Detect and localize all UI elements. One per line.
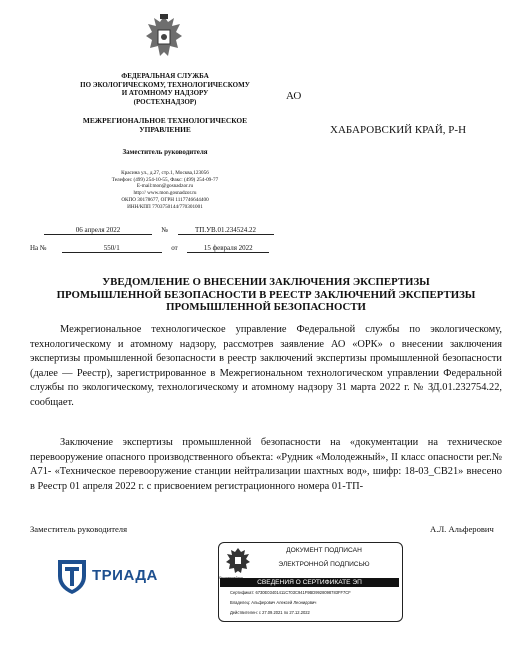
from-label: от: [171, 244, 178, 252]
triada-logo: [52, 556, 182, 596]
agency-header: [40, 72, 290, 106]
contact-line: E-mail:mon@gosnadzor.ru: [136, 183, 194, 190]
eagle-icon: [224, 546, 252, 576]
notice-title: [30, 276, 502, 314]
stamp-title-2: ЭЛЕКТРОННОЙ ПОДПИСЬЮ: [278, 561, 370, 568]
contact-line: Телефон: (499) 254-10-55, Факс: (499) 254-09-77: [111, 176, 219, 183]
recipient-line-1: АО: [286, 90, 302, 102]
title-line: ПРОМЫШЛЕННОЙ БЕЗОПАСНОСТИ В РЕЕСТР ЗАКЛЮЧЕНИЙ ЭКСПЕРТИЗЫ: [56, 288, 476, 301]
agency-line: ФЕДЕРАЛЬНАЯ СЛУЖБА: [121, 72, 209, 80]
stamp-title-1: ДОКУМЕНТ ПОДПИСАН: [286, 547, 362, 554]
recipient-line-2: ХАБАРОВСКИЙ КРАЙ, Р-Н: [330, 124, 467, 136]
title-line: ПРОМЫШЛЕННОЙ БЕЗОПАСНОСТИ: [166, 301, 366, 313]
certificate-line: Сертификат: 6730E03401411C703C941F9BD9928098783FF7CF: [230, 590, 351, 595]
department-line: МЕЖРЕГИОНАЛЬНОЕ ТЕХНОЛОГИЧЕСКОЕ: [82, 116, 248, 125]
registration-date: 06 апреля 2022: [44, 226, 152, 235]
contact-line: http:// www.mon.gosnadzor.ru: [133, 190, 197, 197]
reference-row: [30, 244, 269, 253]
reference-date: 15 февраля 2022: [187, 244, 269, 253]
reference-label: На №: [30, 244, 47, 252]
number-label: №: [161, 226, 169, 234]
department-header: [40, 116, 290, 134]
body-paragraph-2: Заключение экспертизы промышленной безопасности на «документации на техническое перевооружение опасного производственного объекта: «Рудник «Молодежный», II класс опасности рег.№ А71- «Техническое перевооружение станции нейтрализации шахтных вод», шифр: 18-03_СВ21» внесено в Реестр 01 апреля 2022 г. с присвоением регистрационного номера 01-ТП-: [30, 437, 502, 492]
deputy-heading: Заместитель руководителя: [122, 148, 208, 156]
validity-line: Действителен: с 27.09.2021 по 27.12.2022: [230, 610, 310, 615]
coat-of-arms-emblem: [140, 12, 188, 64]
body-paragraph-1: Межрегиональное технологическое управление Федеральной службы по экологическому, технологическому и атомному надзору, рассмотрев заявление АО «ОРК» о внесении заключения экспертизы промышленной безопасности в реестр заключений экспертизы промышленной безопасности (далее — Реестр), зарегистрированное в Межрегиональном технологическом управлении Федеральной службы по экологическому, технологическому и атомному надзору 31 марта 2022 г. № ЗД.01.232754.22, сообщает.: [30, 324, 502, 408]
signature-name: А.Л. Альферович: [430, 524, 494, 534]
department-line: УПРАВЛЕНИЕ: [139, 125, 191, 134]
contact-line: ИНН/КПП 7703750144/770301001: [127, 203, 203, 210]
contact-line: ОКПО 30178677, ОГРН 1117746644400: [121, 196, 209, 203]
contact-block: [70, 170, 260, 210]
agency-line: (РОСТЕХНАДЗОР): [133, 97, 197, 106]
reference-number: 550/1: [62, 244, 162, 253]
registration-row: [44, 226, 274, 235]
triada-logo-text: ТРИАДА: [92, 567, 158, 584]
agency-line: ПО ЭКОЛОГИЧЕСКОМУ, ТЕХНОЛОГИЧЕСКОМУ: [80, 80, 250, 89]
title-line: УВЕДОМЛЕНИЕ О ВНЕСЕНИИ ЗАКЛЮЧЕНИЯ ЭКСПЕРТИЗЫ: [102, 276, 430, 288]
stamp-certificate-bar: СВЕДЕНИЯ О СЕРТИФИКАТЕ ЭП: [220, 578, 399, 587]
registration-number: ТП.УВ.01.234524.22: [178, 226, 274, 235]
signature-role: Заместитель руководителя: [30, 524, 128, 534]
contact-line: Красина ул., д.27, стр.1, Москва,123056: [121, 170, 209, 176]
agency-line: И АТОМНОМУ НАДЗОРУ: [121, 89, 209, 97]
owner-line: Владелец: Альферович Алексей Леонидович: [230, 600, 317, 605]
